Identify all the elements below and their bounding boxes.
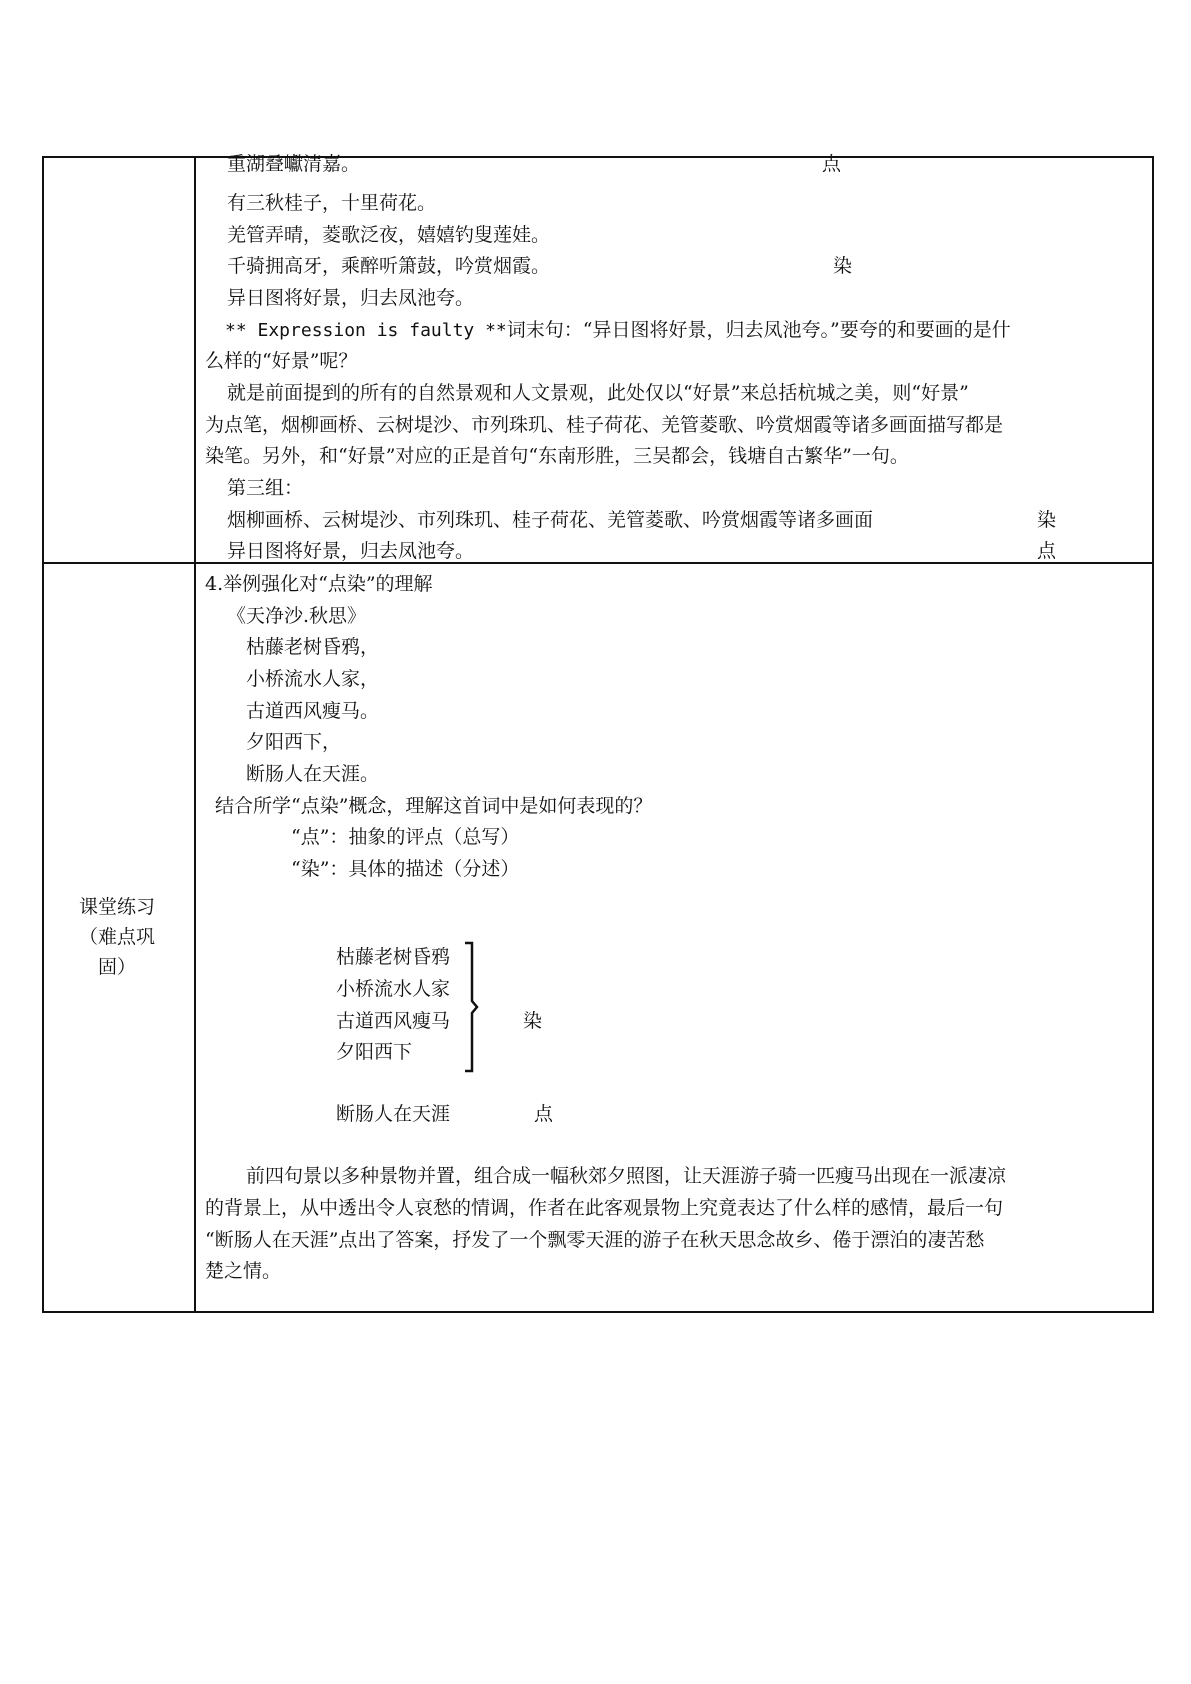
answer-line-3: 染笔。另外，和“好景”对应的正是首句“东南形胜，三吴都会，钱塘自古繁华”一句。	[205, 445, 909, 467]
final-line: 断肠人在天涯	[336, 1103, 451, 1125]
poem-line-4: 千骑拥高牙，乘醉听箫鼓，吟赏烟霞。	[227, 255, 551, 277]
poem-line-3: 羌管弄晴，菱歌泛夜，嬉嬉钓叟莲娃。	[227, 224, 551, 246]
group3-line-2: 异日图将好景，归去凤池夸。	[227, 540, 475, 562]
question-text: 词末句：“异日图将好景，归去凤池夸。”要夸的和要画的是什	[506, 319, 1011, 341]
paragraph-line-2: 的背景上，从中透出令人哀愁的情调，作者在此客观景物上究竟表达了什么样的感情，最后一句	[205, 1197, 1004, 1219]
right-brace-icon	[463, 941, 483, 1073]
section-heading: 4.举例强化对“点染”的理解	[205, 573, 433, 595]
autumn-line-1: 枯藤老树昏鸦，	[246, 636, 380, 658]
group3-mark-ran: 染	[1037, 509, 1057, 531]
autumn-line-5: 断肠人在天涯。	[246, 763, 380, 785]
paragraph-line-3: “断肠人在天涯”点出了答案，抒发了一个飘零天涯的游子在秋天思念故乡、倦于漂泊的凄苦愁	[205, 1229, 985, 1251]
brace-line-2: 小桥流水人家	[336, 978, 451, 1000]
poem-line-5: 异日图将好景，归去凤池夸。	[227, 287, 475, 309]
poem-line-1: 重湖叠巘清嘉。	[227, 153, 361, 175]
row-divider	[44, 562, 1152, 564]
autumn-line-4: 夕阳西下，	[246, 731, 342, 753]
poem-line-2: 有三秋桂子，十里荷花。	[227, 192, 437, 214]
row-label-line-1: 课堂练习	[78, 896, 155, 918]
brace-mark-ran: 染	[523, 1010, 543, 1032]
group3-mark-dian: 点	[1037, 540, 1057, 562]
mark-ran: 染	[833, 255, 853, 277]
definition-ran: “染”：具体的描述（分述）	[291, 858, 520, 880]
question: 结合所学“点染”概念，理解这首词中是如何表现的？	[215, 795, 653, 817]
poem-title: 《天净沙.秋思》	[227, 605, 367, 627]
autumn-line-3: 古道西风瘦马。	[246, 700, 380, 722]
answer-line-2: 为点笔，烟柳画桥、云树堤沙、市列珠玑、桂子荷花、羌管菱歌、吟赏烟霞等诸多画面描写都是	[205, 414, 1004, 436]
brace-line-3: 古道西风瘦马	[336, 1010, 451, 1032]
brace-line-1: 枯藤老树昏鸦	[336, 946, 451, 968]
paragraph-line-4: 楚之情。	[205, 1260, 282, 1282]
group3-title: 第三组：	[227, 477, 304, 499]
brace-line-4: 夕阳西下	[336, 1041, 413, 1063]
answer-line-1: 就是前面提到的所有的自然景观和人文景观，此处仅以“好景”来总括杭城之美，则“好景”	[227, 382, 969, 404]
expression-error: ** Expression is faulty **	[225, 320, 507, 341]
row-label-line-3: 固）	[97, 956, 136, 978]
group3-line-1: 烟柳画桥、云树堤沙、市列珠玑、桂子荷花、羌管菱歌、吟赏烟霞等诸多画面	[227, 509, 874, 531]
definition-dian: “点”：抽象的评点（总写）	[291, 826, 520, 848]
question-line-1	[225, 316, 1011, 345]
mark-dian: 点	[822, 153, 842, 175]
column-divider	[194, 158, 196, 1311]
paragraph-line-1: 前四句景以多种景物并置，组合成一幅秋郊夕照图，让天涯游子骑一匹瘦马出现在一派凄凉	[246, 1165, 1007, 1187]
autumn-line-2: 小桥流水人家，	[246, 668, 380, 690]
question-line-2: 么样的“好景”呢？	[205, 350, 358, 372]
final-mark-dian: 点	[534, 1103, 554, 1125]
row-label-line-2: （难点巩	[78, 926, 155, 948]
